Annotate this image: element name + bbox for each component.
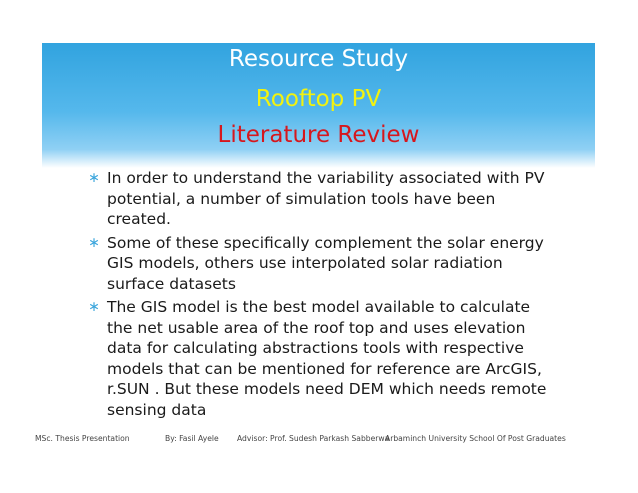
title-resource-study: Resource Study	[228, 46, 409, 72]
bullet-text: In order to understand the variability associated with PV potential, a number of simulation tools have been created.	[107, 169, 545, 228]
bullet-item-gis-model-best	[86, 297, 556, 420]
footer-author: By: Fasil Ayele	[165, 434, 219, 443]
asterisk-bullet-icon: ∗	[88, 234, 100, 251]
title-literature-review: Literature Review	[217, 122, 420, 148]
asterisk-bullet-icon: ∗	[88, 170, 100, 186]
asterisk-bullet-icon: ∗	[88, 299, 100, 315]
footer-school: Arbaminch University School Of Post Graduates	[385, 434, 566, 443]
bullet-text: The GIS model is the best model available to calculate the net usable area of the roof top and uses elevation data for calculating abstractions tools with respective models that can be mentioned for reference are ArcGIS, r.SUN . But these models need DEM which needs remote sensing data	[107, 298, 547, 419]
title-rooftop-pv: Rooftop PV	[255, 86, 382, 112]
footer-advisor: Advisor: Prof. Sudesh Parkash Sabberwa	[237, 434, 390, 443]
bullet-item-simulation-tools	[86, 168, 556, 230]
footer-presentation: MSc. Thesis Presentation	[35, 434, 130, 443]
bullet-list	[86, 168, 556, 423]
bullet-text: Some of these specifically complement the solar energy GIS models, others use interpolated solar radiation surface datasets	[107, 233, 544, 293]
bullet-item-gis-models	[86, 233, 556, 295]
slide-footer	[0, 434, 638, 448]
